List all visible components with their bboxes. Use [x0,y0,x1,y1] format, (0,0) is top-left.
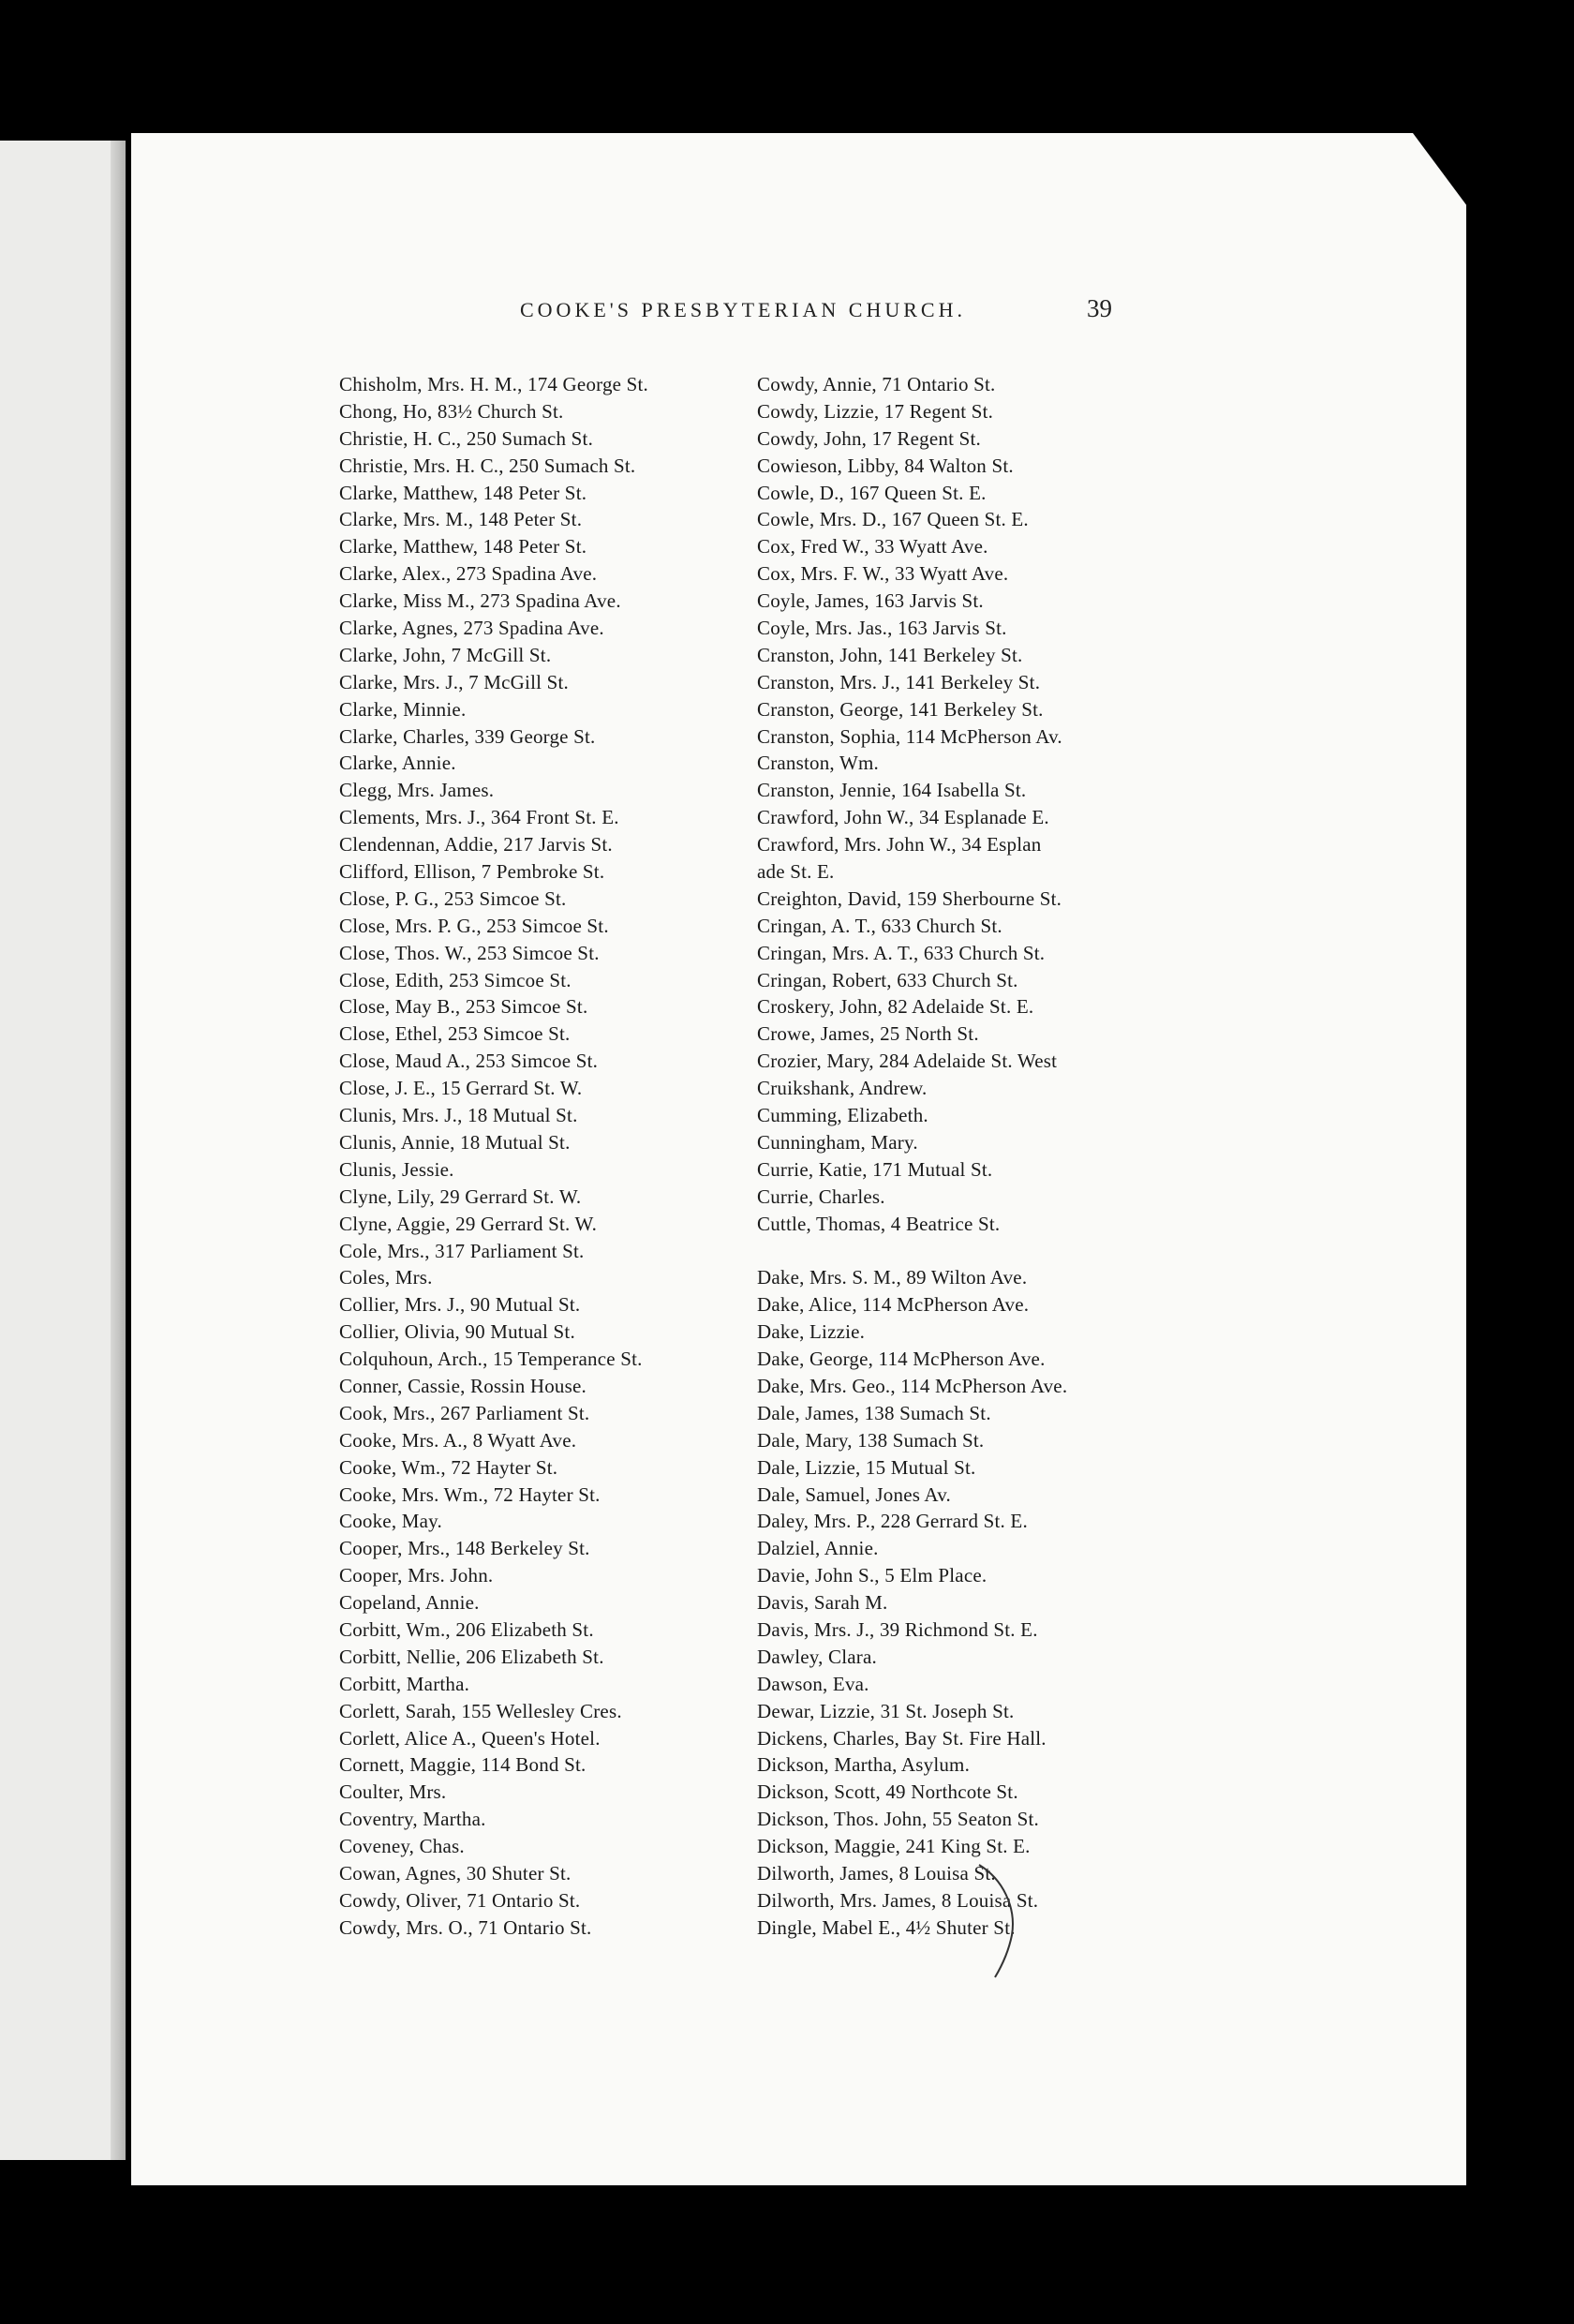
left-column-entry: Cooper, Mrs. John. [339,1564,494,1587]
left-column-entry: Copeland, Annie. [339,1591,480,1615]
left-column-entry: Cowdy, Mrs. O., 71 Ontario St. [339,1915,592,1939]
left-column-entry: Cooke, May. [339,1510,442,1533]
left-column-entry: Clifford, Ellison, 7 Pembroke St. [339,860,605,884]
left-column-entry: Close, Mrs. P. G., 253 Simcoe St. [339,914,609,937]
right-column-d-entry: Dake, Mrs. Geo., 114 McPherson Ave. [757,1374,1068,1397]
left-column-entry: Close, Ethel, 253 Simcoe St. [339,1022,571,1046]
left-column-entry: Clarke, Matthew, 148 Peter St. [339,481,587,504]
left-column-entry: Clyne, Aggie, 29 Gerrard St. W. [339,1212,598,1235]
left-column-entry: Close, P. G., 253 Simcoe St. [339,886,567,910]
left-column-entry: Cooke, Mrs. A., 8 Wyatt Ave. [339,1428,577,1452]
right-column-c-entry: Cox, Mrs. F. W., 33 Wyatt Ave. [757,562,1009,586]
right-column-d-entry: Dale, James, 138 Sumach St. [757,1401,991,1424]
right-column-c-entry: Cruikshank, Andrew. [757,1077,928,1100]
right-column-c-entry: Cowdy, Lizzie, 17 Regent St. [757,399,994,423]
left-column-entry: Cornett, Maggie, 114 Bond St. [339,1753,587,1777]
right-column-c-entry: Cranston, Mrs. J., 141 Berkeley St. [757,670,1041,693]
left-column-entry: Clarke, Annie. [339,752,456,775]
right-column-c-entry: Cowle, D., 167 Queen St. E. [757,481,987,504]
left-column-entry: Clegg, Mrs. James. [339,779,495,802]
left-column-entry: Chisholm, Mrs. H. M., 174 George St. [339,373,648,395]
pen-mark-scribble [974,1860,1031,1982]
left-column-entry: Clarke, Miss M., 273 Spadina Ave. [339,589,621,613]
left-column-entry: Cooke, Wm., 72 Hayter St. [339,1455,558,1479]
right-column-d-entry: Davie, John S., 5 Elm Place. [757,1564,987,1587]
left-column-entry: Close, May B., 253 Simcoe St. [339,995,588,1019]
section-gap [757,1238,1160,1265]
left-column-entry: Clarke, John, 7 McGill St. [339,643,552,666]
right-column-c-entry: Cranston, Jennie, 164 Isabella St. [757,779,1027,802]
right-column-c-entry: Cranston, Sophia, 114 McPherson Av. [757,724,1062,748]
left-column-entry: Close, Edith, 253 Simcoe St. [339,968,572,991]
left-column-entry: Corbitt, Wm., 206 Elizabeth St. [339,1617,594,1641]
right-column-c-entry: Coyle, James, 163 Jarvis St. [757,589,984,613]
left-column-entry: Corlett, Alice A., Queen's Hotel. [339,1726,601,1750]
left-column-entry: Chong, Ho, 83½ Church St. [339,399,564,423]
right-column-c-entry: Cuttle, Thomas, 4 Beatrice St. [757,1212,1001,1235]
left-column-entry: Clarke, Matthew, 148 Peter St. [339,535,587,559]
right-column-d-entry: Dalziel, Annie. [757,1537,879,1560]
left-column-entry: Clendennan, Addie, 217 Jarvis St. [339,833,613,857]
page-number: 39 [1087,294,1112,322]
left-column-entry: Corbitt, Martha. [339,1672,470,1695]
right-column-d-entry: Dawson, Eva. [757,1672,869,1695]
right-column-d-entry: Dickson, Martha, Asylum. [757,1753,971,1777]
right-column-d-entry: Dale, Lizzie, 15 Mutual St. [757,1455,976,1479]
right-column-c-entry: Cowdy, John, 17 Regent St. [757,426,981,450]
left-column-entry: Clarke, Charles, 339 George St. [339,724,596,748]
right-column-d-entry: Dawley, Clara. [757,1645,877,1668]
right-column-d-entry: Dilworth, Mrs. James, 8 Louisa St. [757,1888,1039,1912]
right-column-c-entry: Cunningham, Mary. [757,1130,918,1154]
right-column-d-entry: Davis, Sarah M. [757,1591,888,1615]
left-column-entry: Coulter, Mrs. [339,1780,447,1804]
right-column-c-entry: Cringan, A. T., 633 Church St. [757,914,1002,937]
left-column-entry: Clarke, Agnes, 273 Spadina Ave. [339,617,604,640]
left-column-entry: Clarke, Mrs. M., 148 Peter St. [339,508,583,531]
left-column-entry: Close, J. E., 15 Gerrard St. W. [339,1077,583,1100]
right-column-d-entry: Daley, Mrs. P., 228 Gerrard St. E. [757,1510,1028,1533]
left-column-entry: Coveney, Chas. [339,1835,465,1858]
right-column-d-entry: Davis, Mrs. J., 39 Richmond St. E. [757,1617,1038,1641]
right-column-d-entry: Dilworth, James, 8 Louisa St. [757,1861,996,1885]
right-column-d-entry: Dickens, Charles, Bay St. Fire Hall. [757,1726,1047,1750]
right-column-c-entry: Cowdy, Annie, 71 Ontario St. [757,373,996,395]
left-column-entry: Close, Maud A., 253 Simcoe St. [339,1050,599,1073]
right-column-d-entry: Dickson, Maggie, 241 King St. E. [757,1835,1031,1858]
running-header: COOKE'S PRESBYTERIAN CHURCH. [520,298,966,321]
left-column-entry: Cole, Mrs., 317 Parliament St. [339,1239,585,1262]
right-column-c-entry: Currie, Charles. [757,1184,885,1208]
right-column-c-entry: Croskery, John, 82 Adelaide St. E. [757,995,1034,1019]
right-column-c-entry: Coyle, Mrs. Jas., 163 Jarvis St. [757,617,1007,640]
left-column-entry: Christie, H. C., 250 Sumach St. [339,426,594,450]
left-column-entry: Clarke, Mrs. J., 7 McGill St. [339,670,569,693]
left-column-entry: Clarke, Minnie. [339,697,467,721]
right-column-d-entry: Dake, Alice, 114 McPherson Ave. [757,1293,1030,1317]
left-column-entry: Cooke, Mrs. Wm., 72 Hayter St. [339,1482,601,1506]
left-column-entry: Cowdy, Oliver, 71 Ontario St. [339,1888,581,1912]
left-column-entry: Clarke, Alex., 273 Spadina Ave. [339,562,598,586]
right-column-c-entry: Crawford, John W., 34 Esplanade E. [757,806,1049,829]
left-column-entry: Collier, Mrs. J., 90 Mutual St. [339,1293,581,1317]
right-column-c-entry: Cringan, Mrs. A. T., 633 Church St. [757,941,1046,964]
left-column-entry: Cook, Mrs., 267 Parliament St. [339,1401,590,1424]
right-column-c-entry: Crawford, Mrs. John W., 34 Esplan [757,833,1042,857]
page-gutter [111,141,126,2160]
right-column-c-entry: Cowieson, Libby, 84 Walton St. [757,454,1014,477]
left-column-entry: Corbitt, Nellie, 206 Elizabeth St. [339,1645,604,1668]
left-column-entry: Collier, Olivia, 90 Mutual St. [339,1320,575,1344]
member-list-left-column [339,371,733,1942]
right-column-c-entry: Cranston, John, 141 Berkeley St. [757,643,1023,666]
left-column-entry: Coventry, Martha. [339,1808,486,1831]
right-column-d-entry: Dickson, Scott, 49 Northcote St. [757,1780,1018,1804]
left-column-entry: Clunis, Mrs. J., 18 Mutual St. [339,1104,578,1127]
right-column-c-entry: Cowle, Mrs. D., 167 Queen St. E. [757,508,1029,531]
right-column-c-entry: Cox, Fred W., 33 Wyatt Ave. [757,535,988,559]
left-column-entry: Coles, Mrs. [339,1266,433,1289]
left-column-entry: Conner, Cassie, Rossin House. [339,1374,587,1397]
right-column-c-entry: Cranston, George, 141 Berkeley St. [757,697,1044,721]
left-column-entry: Cowan, Agnes, 30 Shuter St. [339,1861,572,1885]
right-column-c-entry: Cringan, Robert, 633 Church St. [757,968,1018,991]
member-list-right-column [757,371,1160,1942]
right-column-d-entry: Dickson, Thos. John, 55 Seaton St. [757,1808,1040,1831]
right-column-c-entry: Cranston, Wm. [757,752,879,775]
right-column-c-entry: ade St. E. [757,860,835,884]
facing-page-edge [0,141,120,2160]
right-column-d-entry: Dingle, Mabel E., 4½ Shuter St. [757,1915,1016,1939]
left-column-entry: Christie, Mrs. H. C., 250 Sumach St. [339,454,636,477]
right-column-d-entry: Dake, George, 114 McPherson Ave. [757,1348,1046,1371]
right-column-c-entry: Crowe, James, 25 North St. [757,1022,979,1046]
left-column-entry: Clunis, Jessie. [339,1157,454,1181]
left-column-entry: Clyne, Lily, 29 Gerrard St. W. [339,1184,582,1208]
right-column-d-entry: Dake, Lizzie. [757,1320,866,1344]
right-column-c-entry: Creighton, David, 159 Sherbourne St. [757,886,1062,910]
left-column-entry: Clunis, Annie, 18 Mutual St. [339,1130,571,1154]
right-column-c-entry: Crozier, Mary, 284 Adelaide St. West [757,1050,1058,1073]
left-column-entry: Colquhoun, Arch., 15 Temperance St. [339,1348,643,1371]
left-column-entry: Close, Thos. W., 253 Simcoe St. [339,941,600,964]
right-column-d-entry: Dewar, Lizzie, 31 St. Joseph St. [757,1699,1015,1722]
left-column-entry: Clements, Mrs. J., 364 Front St. E. [339,806,619,829]
right-column-d-entry: Dale, Samuel, Jones Av. [757,1482,951,1506]
left-column-entry: Cooper, Mrs., 148 Berkeley St. [339,1537,590,1560]
right-column-c-entry: Cumming, Elizabeth. [757,1104,928,1127]
right-column-d-entry: Dake, Mrs. S. M., 89 Wilton Ave. [757,1266,1028,1289]
right-column-c-entry: Currie, Katie, 171 Mutual St. [757,1157,993,1181]
right-column-d-entry: Dale, Mary, 138 Sumach St. [757,1428,985,1452]
left-column-entry: Corlett, Sarah, 155 Wellesley Cres. [339,1699,622,1722]
